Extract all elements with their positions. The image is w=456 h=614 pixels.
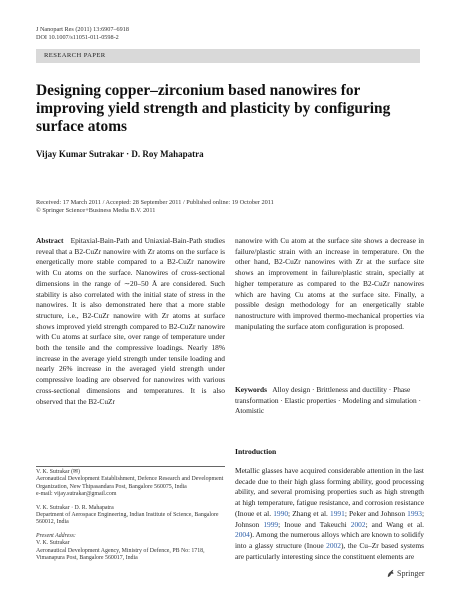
introduction-heading: Introduction xyxy=(235,447,277,456)
affiliation-1-author: V. K. Sutrakar (✉) xyxy=(36,469,80,475)
affiliation-3-address: Aeronautical Development Agency, Ministry of Defence, PB No: 1718, Vimanapura Post, Bangalore 560017, India xyxy=(36,547,205,562)
abstract-text-left: Epitaxial-Bain-Path and Uniaxial-Bain-Path studies reveal that a B2-CuZr nanowire with Zr atoms on the surface is energetically more stable compared to a B2-CuZr nanowire with Cu atoms on the surface. Nanowires of cross-sectional dimensions in the range of ∼20–50 Å are considered. Such stability is also correlated with the initial state of stress in the nanowires. It is also demonstrated here that a more stable structure, i.e., B2-CuZr nanowire with Zr atoms at surface shows improved yield strength compared to B2-CuZr nanowire with Cu atoms at surface site, over range of temperature under both the tensile and the compressive loadings. Nearly 18% increase in the average yield strength under tensile loading and nearly 26% increase in the averaged yield strength under compressive loading are observed for nanowires with various cross-sectional dimensions and temperatures. It is also observed that the B2-CuZr xyxy=(36,236,225,406)
section-label-bar xyxy=(36,49,420,63)
present-address-label: Present Address: xyxy=(36,532,76,539)
introduction-text xyxy=(235,466,424,562)
citation-link[interactable]: 2002 xyxy=(350,519,366,529)
journal-citation xyxy=(36,26,129,42)
intro-text-segment: ), the Cu–Zr based systems are particularly interesting since the constituent elements are xyxy=(235,540,425,561)
footnote-divider xyxy=(36,466,225,467)
citation-link[interactable]: 1993 xyxy=(407,508,422,518)
intro-text-segment: ; Inoue and Takeuchi xyxy=(278,519,351,529)
dates-line: Received: 17 March 2011 / Accepted: 28 September 2011 / Published online: 19 October 2011 xyxy=(36,199,274,206)
affiliation-2-authors: V. K. Sutrakar · D. R. Mahapatra xyxy=(36,504,114,511)
affiliation-2 xyxy=(36,505,225,527)
publisher-logo xyxy=(386,569,425,578)
author-list: Vijay Kumar Sutrakar · D. Roy Mahapatra xyxy=(36,149,204,159)
citation-link[interactable]: 1999 xyxy=(263,519,279,529)
publication-dates xyxy=(36,199,426,216)
citation-link[interactable]: 2002 xyxy=(326,540,341,550)
journal-line-1: J Nanopart Res (2011) 13:6907–6918 xyxy=(36,26,129,33)
abstract-left-column xyxy=(36,236,225,407)
affiliation-3-author: V. K. Sutrakar xyxy=(36,540,70,547)
affiliation-1 xyxy=(36,469,225,499)
abstract-label: Abstract xyxy=(36,236,69,245)
affiliation-2-address: Department of Aerospace Engineering, Indian Institute of Science, Bangalore 560012, India xyxy=(36,512,219,526)
citation-link[interactable]: 1991 xyxy=(330,508,345,518)
keywords-text: Alloy design · Brittleness and ductility · Phase transformation · Elastic properties · Modeling and simulation · Atomistic xyxy=(235,385,421,416)
abstract-text-right: nanowire with Cu atom at the surface site shows a decrease in failure/plastic strain with an increase in temperature. On the other hand, B2-CuZr nanowires with Zr at the surface site shows an improvement in failure/plastic strain, specially at higher temperature as compared to the B2-CuZr nanowires which are having Cu atoms at the surface site. Finally, a possible design methodology for an energetically stable nanostructure with improved thermo-mechanical properties via manipulating the surface atom configuration is proposed. xyxy=(235,236,424,331)
affiliations xyxy=(36,469,225,568)
intro-text-segment: ; Peker and Johnson xyxy=(344,508,408,518)
paper-title: Designing copper–zirconium based nanowires for improving yield strength and plasticity by configuring surface atoms xyxy=(36,82,391,135)
keywords-label: Keywords xyxy=(235,385,271,394)
intro-text-segment: Metallic glasses have acquired considerable attention in the last decade due to their high glass forming ability, good processing ability, and several promising properties such as high strength at high temperature, fatigue resistance, and corrosion resistance (Inoue et al. xyxy=(235,466,424,518)
copyright-line: © Springer Science+Business Media B.V. 2011 xyxy=(36,207,156,215)
abstract-right-column xyxy=(235,236,424,332)
affiliation-3 xyxy=(36,533,225,563)
keywords-block xyxy=(235,385,424,417)
publisher-name: Springer xyxy=(397,569,425,578)
citation-link[interactable]: 2004 xyxy=(235,530,250,540)
journal-doi: DOI 10.1007/s11051-011-0598-2 xyxy=(36,34,119,41)
intro-text-segment: ). Among the numerous alloys which are known to solidify into a glassy structure (Inoue xyxy=(235,530,424,550)
affiliation-1-address: Aeronautical Development Establishment, Defence Research and Development Organization, New Thipasandara Post, Bangalore 560075, India xyxy=(36,476,224,490)
intro-text-segment: ; and Wang et al. xyxy=(365,519,425,529)
affiliation-1-email[interactable]: e-mail: vijay.sutrakar@gmail.com xyxy=(36,491,117,498)
springer-horse-icon xyxy=(386,569,395,578)
intro-text-segment: ; Johnson xyxy=(235,508,424,529)
intro-text-segment: ; Zhang et al. xyxy=(288,508,331,518)
citation-link[interactable]: 1990 xyxy=(273,508,289,518)
section-label: RESEARCH PAPER xyxy=(44,52,106,59)
